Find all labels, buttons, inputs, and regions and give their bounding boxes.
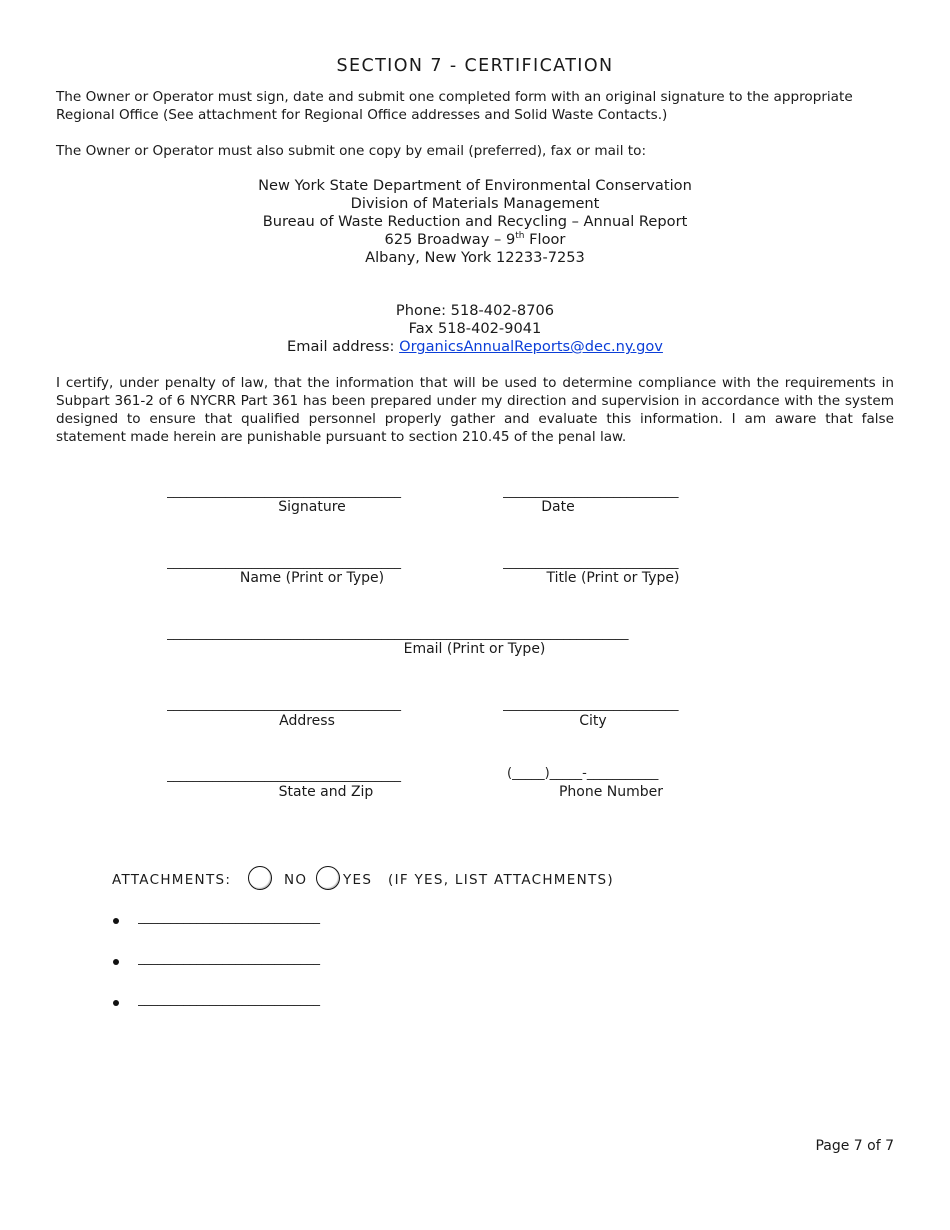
bullet-icon xyxy=(113,1000,119,1006)
certification-statement: I certify, under penalty of law, that the information that will be used to determine compliance with the requirements in Subpart 361-2 of 6 NYCRR Part 361 has been prepared under my direction and supervision in accordance with the system designed to ensure that qualified personnel properly gather and evaluate this information. I am aware that false statement made herein are punishable pursuant to section 210.45 of the penal law. xyxy=(56,375,894,445)
address-line-5: Albany, New York 12233-7253 xyxy=(365,249,585,266)
title-label: Title (Print or Type) xyxy=(546,570,680,586)
title-blank[interactable]: ___________________________ xyxy=(503,555,679,570)
attachments-note: (IF YES, LIST ATTACHMENTS) xyxy=(388,872,614,888)
attachments-label: ATTACHMENTS: xyxy=(112,872,232,888)
bullet-icon xyxy=(113,959,119,965)
name-blank[interactable]: ____________________________________ xyxy=(167,555,401,570)
contact-email-row: Email address: OrganicsAnnualReports@dec.ny.gov xyxy=(287,338,663,355)
mailing-address xyxy=(0,177,950,267)
attachment-blank-1[interactable]: ____________________________ xyxy=(138,910,320,925)
intro-paragraph-1: The Owner or Operator must sign, date and submit one completed form with an original signature to the appropriate Regional Office (See attachment for Regional Office addresses and Solid Waste Contacts.) xyxy=(56,89,853,123)
state-zip-blank[interactable]: ____________________________________ xyxy=(167,768,401,783)
attachment-blank-2[interactable]: ____________________________ xyxy=(138,951,320,966)
contact-phone: Phone: 518-402-8706 xyxy=(395,302,555,319)
contact-block xyxy=(0,302,950,356)
phone-blank[interactable]: (_____)_____-___________ xyxy=(507,766,659,781)
city-label: City xyxy=(579,713,607,729)
signature-label: Signature xyxy=(278,499,346,515)
address-blank[interactable]: ____________________________________ xyxy=(167,697,401,712)
date-label: Date xyxy=(541,499,575,515)
phone-number-label: Phone Number xyxy=(558,784,664,800)
signature-blank[interactable]: ____________________________________ xyxy=(167,484,401,499)
address-label: Address xyxy=(279,713,335,729)
name-label: Name (Print or Type) xyxy=(239,570,385,586)
address-line-1: New York State Department of Environmental Conservation xyxy=(258,177,692,194)
page-number: Page 7 of 7 xyxy=(815,1138,894,1154)
intro-paragraph-2: The Owner or Operator must also submit one copy by email (preferred), fax or mail to: xyxy=(56,143,647,159)
state-zip-label: State and Zip xyxy=(278,784,374,800)
address-line-2: Division of Materials Management xyxy=(350,195,600,212)
no-radio[interactable] xyxy=(248,866,272,890)
email-label: Email (Print or Type) xyxy=(403,641,546,657)
bullet-icon xyxy=(113,918,119,924)
date-blank[interactable]: ___________________________ xyxy=(503,484,679,499)
contact-fax: Fax 518-402-9041 xyxy=(408,320,542,337)
city-blank[interactable]: ___________________________ xyxy=(503,697,679,712)
attachment-blank-3[interactable]: ____________________________ xyxy=(138,992,320,1007)
yes-radio[interactable] xyxy=(316,866,340,890)
email-blank[interactable]: _______________________________________________________________________ xyxy=(167,626,629,641)
email-link[interactable]: OrganicsAnnualReports@dec.ny.gov xyxy=(399,338,663,355)
yes-option-label: YES xyxy=(343,872,373,888)
address-line-4: 625 Broadway – 9th Floor xyxy=(384,231,566,248)
address-line-3: Bureau of Waste Reduction and Recycling – Annual Report xyxy=(262,213,688,230)
no-option-label: NO xyxy=(284,872,308,888)
section-title: SECTION 7 - CERTIFICATION xyxy=(336,56,614,76)
